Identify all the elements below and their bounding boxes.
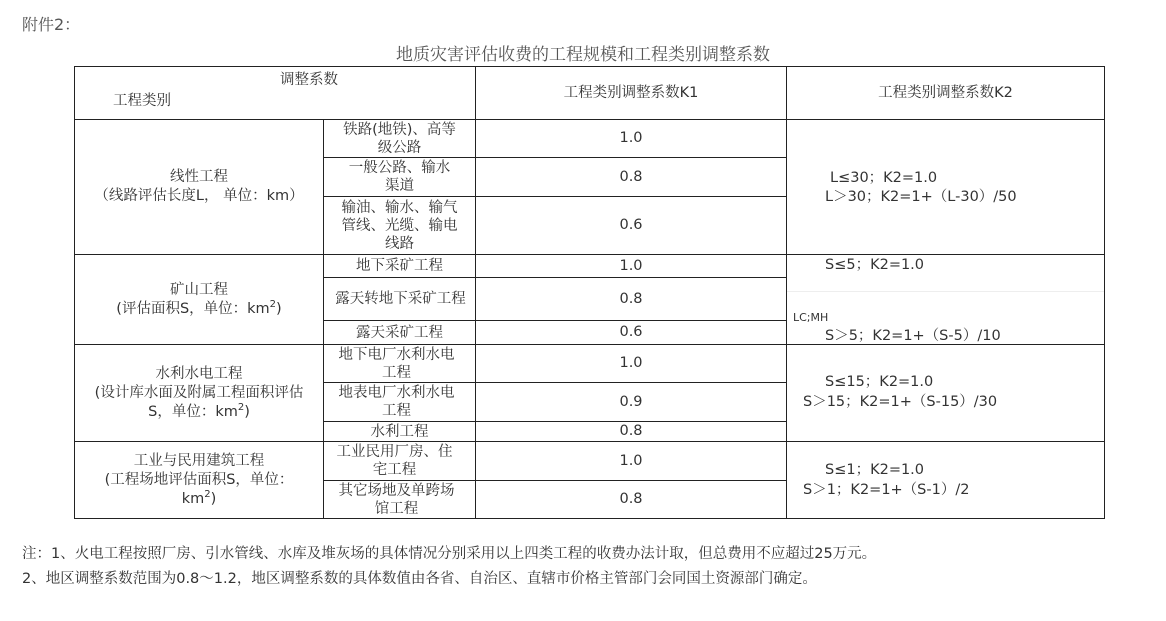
k2-formula-line: S＞5；K2=1+（S-5）/10 [825, 328, 1001, 344]
k1-value: 0.8 [476, 422, 787, 442]
subcategory-cell: 地表电厂水利水电工程 [324, 383, 476, 422]
k1-value: 1.0 [476, 442, 787, 481]
k1-value: 0.8 [476, 278, 787, 321]
category-name: 矿山工程 [170, 281, 228, 298]
corner-header-cell [75, 67, 476, 120]
k2-formula-line: L≤30；K2=1.0 [830, 170, 938, 186]
category-cell [75, 345, 324, 442]
subcategory-cell: 露天采矿工程 [324, 321, 476, 345]
corner-header-top: 调整系数 [280, 72, 338, 88]
k2-formula-cell [787, 442, 1105, 519]
k1-value: 0.6 [476, 197, 787, 255]
k2-faint-divider [787, 291, 1104, 292]
note-line: 2、地区调整系数范围为0.8～1.2，地区调整系数的具体数值由各省、自治区、直辖市价格主管部门会同国土资源部门确定。 [22, 571, 817, 587]
category-cell [75, 442, 324, 519]
k1-value: 1.0 [476, 120, 787, 158]
attachment-label: 附件2： [22, 15, 81, 34]
category-name: 水利水电工程 [155, 365, 243, 382]
k1-value: 1.0 [476, 255, 787, 278]
note-line: 注：1、火电工程按照厂房、引水管线、水库及堆灰场的具体情况分别采用以上四类工程的收费办法计取，但总费用不应超过25万元。 [22, 546, 877, 562]
table-row [75, 442, 1105, 481]
subcategory-cell: 地下采矿工程 [324, 255, 476, 278]
subcategory-cell: 水利工程 [324, 422, 476, 442]
adjustment-coefficient-table [74, 66, 1105, 519]
k2-formula-line: S≤5；K2=1.0 [825, 257, 925, 273]
table-row [75, 345, 1105, 383]
category-name: 工业与民用建筑工程 [133, 452, 265, 469]
k2-formula-line: S≤15；K2=1.0 [825, 374, 934, 390]
k1-header: 工程类别调整系数K1 [476, 67, 787, 120]
category-cell [75, 120, 324, 255]
subcategory-cell: 输油、输水、输气管线、光缆、输电线路 [324, 197, 476, 255]
subcategory-cell: 工业民用厂房、住宅工程 [324, 442, 476, 481]
k1-value: 0.8 [476, 481, 787, 519]
k2-formula-line: S＞15；K2=1+（S-15）/30 [803, 394, 998, 410]
subcategory-cell: 露天转地下采矿工程 [324, 278, 476, 321]
k2-formula-line: L＞30；K2=1+（L-30）/50 [825, 189, 1017, 205]
category-desc: (工程场地评估面积S，单位：$km^2$) [104, 471, 294, 507]
k2-formula-cell [787, 345, 1105, 442]
k2-header: 工程类别调整系数K2 [787, 67, 1105, 120]
subcategory-cell: 铁路(地铁)、高等级公路 [324, 120, 476, 158]
category-desc: （线路评估长度L， 单位：km） [94, 188, 304, 204]
category-desc: (评估面积S，单位：$km^2$) [116, 298, 282, 317]
k1-value: 0.6 [476, 321, 787, 345]
k2-formula-line: S≤1；K2=1.0 [825, 462, 925, 478]
k2-formula-line: S＞1；K2=1+（S-1）/2 [803, 482, 970, 498]
subcategory-cell: 地下电厂水利水电工程 [324, 345, 476, 383]
k2-small-mark: LC;MH [793, 311, 829, 324]
k1-value: 0.8 [476, 158, 787, 197]
subcategory-cell: 一般公路、输水渠道 [324, 158, 476, 197]
category-name: 线性工程 [170, 169, 228, 185]
document-title: 地质灾害评估收费的工程规模和工程类别调整系数 [396, 45, 770, 65]
notes [22, 542, 876, 592]
category-cell [75, 255, 324, 345]
k1-value: 1.0 [476, 345, 787, 383]
table-row [75, 120, 1105, 158]
k2-formula-cell [787, 255, 1105, 345]
subcategory-cell: 其它场地及单跨场馆工程 [324, 481, 476, 519]
table-row [75, 255, 1105, 278]
corner-header-bottom: 工程类别 [113, 93, 171, 109]
k2-formula-cell [787, 120, 1105, 255]
category-desc: (设计库水面及附属工程面积评估S，单位：$km^2$) [94, 384, 304, 420]
k1-value: 0.9 [476, 383, 787, 422]
table-header-row [75, 67, 1105, 120]
